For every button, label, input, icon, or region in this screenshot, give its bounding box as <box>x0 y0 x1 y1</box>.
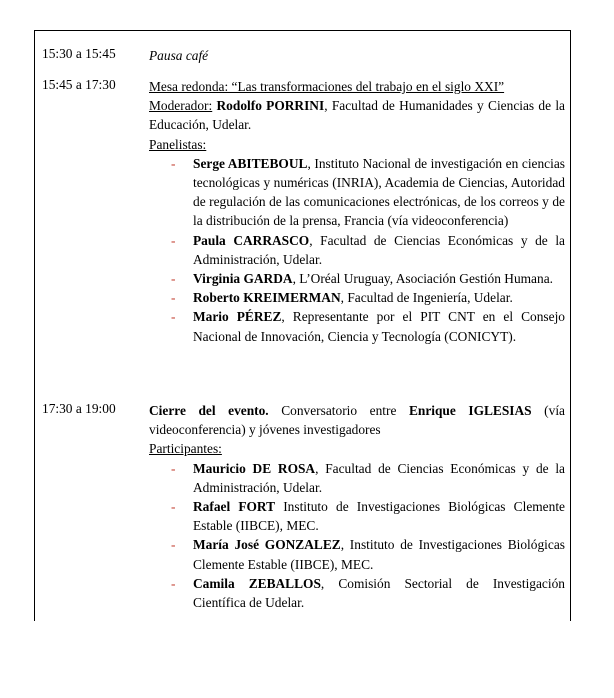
moderator-name: Rodolfo PORRINI <box>216 98 325 114</box>
list-item <box>149 288 565 307</box>
person-name: Mario PÉREZ <box>193 309 282 325</box>
moderator-label: Moderador: <box>149 98 213 114</box>
list-item <box>149 307 565 345</box>
person-name: Virginia GARDA <box>193 271 293 287</box>
moderator-line <box>149 96 565 134</box>
person-name: Paula CARRASCO <box>193 232 310 248</box>
closing-title: Cierre del evento. <box>149 403 269 418</box>
closing-text: Conversatorio entre <box>268 403 409 418</box>
person-name: Camila ZEBALLOS <box>193 575 321 591</box>
list-item <box>149 574 565 612</box>
person-name: Serge ABITEBOUL <box>193 155 308 171</box>
person-affiliation: Instituto de Investigaciones Biológicas Clemente Estable (IIBCE), MEC. <box>193 499 565 534</box>
session-content <box>149 77 565 346</box>
session-title <box>149 401 565 439</box>
person-affiliation: , Facultad de Ciencias Económicas y de la Administración, Udelar. <box>193 232 565 267</box>
closing-text-end: (vía videoconferencia) y jóvenes investigadores <box>149 403 566 438</box>
time-slot: 15:45 a 17:30 <box>42 77 116 92</box>
list-item <box>149 497 565 535</box>
panelists-label: Panelistas: <box>149 136 207 152</box>
session-content <box>149 46 565 65</box>
list-item <box>149 459 565 497</box>
participants-list <box>149 459 565 613</box>
list-item <box>149 231 565 269</box>
list-item <box>149 535 565 573</box>
person-affiliation: , Instituto Nacional de investigación en ciencias tecnológicas y numéricas (INRIA), Academia de Ciencias, Autoridad de regulación de las comunicaciones electrónicas, de los correos y de la distribución de la prensa, Francia (vía videoconferencia) <box>193 155 565 229</box>
person-name: María José GONZALEZ <box>193 537 341 553</box>
list-item <box>149 154 565 231</box>
person-affiliation: , Instituto de Investigaciones Biológicas Clemente Estable (IIBCE), MEC. <box>193 537 565 572</box>
panelists-list <box>149 154 565 346</box>
person-affiliation: , Representante por el PIT CNT en el Consejo Nacional de Innovación, Ciencia y Tecnología (CONICYT). <box>193 309 565 344</box>
session-title: Mesa redonda: “Las transformaciones del trabajo en el siglo XXI” <box>149 79 505 94</box>
person-affiliation: , L’Oréal Uruguay, Asociación Gestión Humana. <box>292 271 553 287</box>
session-content <box>149 401 565 612</box>
person-name: Roberto KREIMERMAN <box>193 290 341 306</box>
moderator-affiliation: , Facultad de Humanidades y Ciencias de la Educación, Udelar. <box>149 98 565 133</box>
participants-label: Participantes: <box>149 441 222 457</box>
person-name: Rafael FORT <box>193 499 276 515</box>
session-title: Pausa café <box>149 48 209 63</box>
time-slot: 17:30 a 19:00 <box>42 401 116 416</box>
program-table <box>34 30 571 621</box>
guest-name: Enrique IGLESIAS <box>408 403 532 418</box>
person-name: Mauricio DE ROSA <box>193 460 316 476</box>
person-affiliation: , Facultad de Ciencias Económicas y de la Administración, Udelar. <box>193 460 565 495</box>
person-affiliation: , Comisión Sectorial de Investigación Científica de Udelar. <box>193 575 565 611</box>
person-affiliation: , Facultad de Ingeniería, Udelar. <box>340 290 513 306</box>
time-slot: 15:30 a 15:45 <box>42 46 116 61</box>
list-item <box>149 269 565 288</box>
